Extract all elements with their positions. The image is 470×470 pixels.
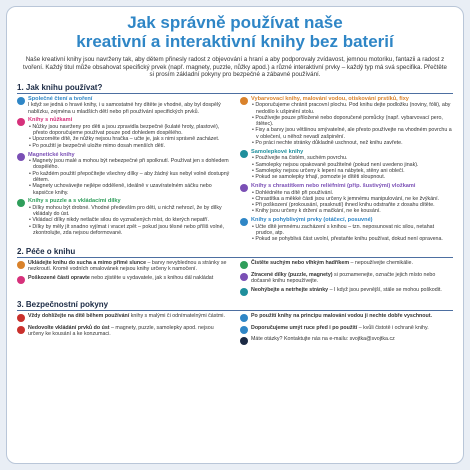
mail-icon [240,337,248,345]
item-emphasis: Ztracené dílky (puzzle, magnety) [251,271,333,278]
bullet-point: • Používejte na čistém, suchém povrchu. [251,155,453,161]
section-2-left-column [17,260,230,298]
list-item [17,275,230,284]
puzzle-icon [17,199,25,207]
item-detail: – magnety, puzzle, samolepky apod. nejsou určeny ke kousání a ke konzumaci. [28,324,214,338]
cloth-icon [240,261,248,269]
item-body [28,198,230,236]
list-item [17,152,230,196]
bullet-point: • Upozorněte dítě, že nůžky nejsou hračka – učte je, jak s nimi správně zacházet. [28,136,230,142]
item-detail: – kvůli čistotě i ochraně knihy. [357,324,429,331]
bullet-point: • Vkládací dílky nikdy netlačte silou do vyznačených míst, do kterých nepatří. [28,217,230,223]
bullet-point: • Magnety uchovávejte nejlépe odděleně, ideálně v uzavíratelném sáčku nebo kapsičce knihy. [28,183,230,196]
storage-icon [240,326,248,334]
section-1-left-column [17,96,230,245]
list-item [17,198,230,236]
section-3-left-column [17,313,230,348]
list-item [240,260,453,269]
section-1-right-column [240,96,453,245]
no-icon [17,326,25,334]
magnet-icon [17,153,25,161]
list-item [240,336,453,345]
bullet-point: • Dílky by měly jít snadno vyjímat i vracet zpět – pokud jsou těsné nebo příliš volné, zkontrolujte, zda nejsou deformované. [28,224,230,237]
title-line-2: kreativní a interaktivní knihy bez baterií [76,32,394,51]
bullet-point: • Magnety jsou malé a mohou být nebezpečné při spolknutí. Používat jen s dohledem dospělého. [28,158,230,171]
bullet-point: • Knihy jsou určeny k držení a mačkání, ne ke kousání. [251,208,453,214]
item-heading: Samolepkové knihy [251,148,304,155]
item-text [28,325,230,338]
bullet-point: • Dohlédněte na dítě při používání. [251,190,453,196]
book-icon [17,97,25,105]
item-text [251,336,453,345]
list-item [240,313,453,322]
list-item [240,287,453,296]
item-detail: knihy s malými či odnímatelnými částmi. [129,313,225,320]
list-item [240,96,453,147]
item-body [251,183,453,215]
sensory-icon [240,184,248,192]
section-2-right-column [240,260,453,298]
bullet-point: • Pokud se samolepky trhají, pomozte je dítěti sloupnout. [251,174,453,180]
list-item [240,149,453,181]
section-2-heading: 2. Péče o knihu [17,247,76,257]
list-item [240,217,453,242]
check-icon [17,314,25,322]
item-text [251,260,453,269]
item-body [28,152,230,196]
item-emphasis: Čistěte suchým nebo vlhkým hadříkem [251,260,350,267]
section-3-columns [7,313,463,348]
bullet-point: • Po každém použití přepočítejte všechny dílky – aby žádný kus nebyl volně dostupný dětem. [28,171,230,184]
missing-icon [240,273,248,281]
section-3-heading: 3. Bezpečnostní pokyny [17,300,109,310]
bullet-point: • Používejte pouze přiložené nebo doporučené pomůcky (např. vybarvovací pero, štětec). [251,115,453,128]
stamp-icon [240,97,248,105]
item-heading: Knihy s puzzle a s vkládacími dílky [28,198,121,205]
item-detail: – barvy nevyblednou a stránky se nezkroutí. Kromě vodních omalovánek nejsou knihy určeny k namočení. [28,260,227,273]
section-1-divider [17,93,453,94]
item-emphasis: Po použití knihy na principu malování vodou ji nechte dobře vyschnout. [251,313,432,320]
item-emphasis: Vždy dohlížejte na dítě během používání [28,313,130,320]
section-2-columns [7,260,463,298]
item-body [251,217,453,242]
item-heading: Vybarvovací knihy, malování vodou, otiskování prstíků, fixy [251,95,409,102]
item-emphasis: Ukládejte knihu do sucha a mimo přímé slunce [28,260,147,267]
no-bend-icon [240,288,248,296]
sticker-icon [240,150,248,158]
page-title [7,7,463,51]
item-heading: Magnetické knihy [28,151,75,158]
list-item [17,96,230,115]
section-3-divider [17,310,453,311]
bullet-point: • Po práci nechte stránky důkladně uschnout, než knihu zavřete. [251,140,453,146]
item-emphasis: Doporučujeme umýt ruce před i po použití [251,324,358,331]
bullet-point: • Pokud se pohyblivá část uvolní, přestaňte knihu používat, dokud není opravena. [251,236,453,242]
item-text [251,313,453,322]
item-heading: Knihy s pohyblivými prvky (otáčecí, posuvné) [251,217,373,224]
item-body [251,149,453,181]
item-detail: nebo zjistěte u vydavatele, jak s knihou dál nakládat [89,275,214,282]
item-text [251,325,453,334]
item-text [251,272,453,285]
bullet-point: • Po použití je bezpečně uložte mimo dosah menších dětí. [28,143,230,149]
mechanism-icon [240,218,248,226]
item-body [28,117,230,149]
item-emphasis: Neohýbejte a netrhejte stránky [251,286,329,293]
item-body [251,96,453,147]
item-emphasis: Nedovolte vkládání prvků do úst [28,324,110,331]
list-item [17,260,230,273]
bullet-point: • Dílky mohou být drobné. Vhodné především pro děti, u nichž nehrozí, že by dílky vkládaly do úst. [28,205,230,218]
item-heading: Knihy s nůžkami [28,117,73,124]
list-item [240,325,453,334]
bullet-point: • Učte dítě jemnému zacházení s knihou – tzn. neposunovat nic silou, netahat prudce, atp. [251,224,453,237]
section-1-heading: 1. Jak knihu používat? [17,82,103,92]
item-detail: Máte otázky? Kontaktujte nás na e-mailu: svojtka@svojtka.cz [251,336,395,343]
bullet-point: • Fixy a barvy jsou většinou smývatelné, ale přesto používejte na vhodném povrchu a v oblečení, u něhož nevadí zašpinění. [251,127,453,140]
bullet-point: • Doporučujeme chránit pracovní plochu. Pod knihu dejte podložku (noviny, fólii), aby nedošlo k ušpinění stolu. [251,102,453,115]
bullet-point: • Samolepky nejsou určeny k lepení na nábytek, stěny ani oblečí. [251,168,453,174]
document-page [6,6,464,464]
item-detail: – nepoužívejte chemikálie. [349,260,413,267]
item-text [28,260,230,273]
item-heading: Společné čtení a tvoření [28,95,93,102]
list-item [17,325,230,338]
intro-paragraph: Naše kreativní knihy jsou navrženy tak, aby dětem přinesly radost z objevování a hraní a aby podporovaly zvídavost, jemnou motoriku, fantazii a radost z tvoření. Každý titul může obsahovat specifický prvek (např. magnety, puzzle, nůžky apod.) a různé interaktivní prvky – každý typ má svá specifika. Přečtěte si prosím základní pokyny pro bezpečné a zábavné používání. [23,56,447,79]
title-line-1: Jak správně používat naše [127,13,343,32]
list-item [240,183,453,215]
item-detail: si poznamenejte, označte jejich místo nebo dočasně knihu nepoužívejte. [251,271,436,284]
item-text [28,313,230,322]
bullet-point: • Samolepky nejsou opakovaně použitelné (pokud není uvedeno jinak). [251,162,453,168]
item-text: I když se jedná o hravé knihy, i u samostatné hry dítěte je vhodné, aby byl dospělý nablízku, zejména u mladších dětí nebo při používání specifických prvků. [28,102,221,115]
item-emphasis: Poškozené části opravte [28,275,90,282]
bullet-point: • Nůžky jsou navrženy pro děti a jsou zpravidla bezpečné (kulaté hroty, plastové), přesto doporučujeme používat pouze pod dohledem dospělého. [28,124,230,137]
item-detail: – I když jsou pevnější, stále se mohou poškodit. [328,286,442,293]
list-item [240,272,453,285]
sun-icon [17,261,25,269]
list-item [17,313,230,322]
item-body [28,96,230,115]
list-item [17,117,230,149]
repair-icon [17,276,25,284]
section-2-divider [17,257,453,258]
section-1-columns [7,96,463,245]
water-icon [240,314,248,322]
bullet-point: • Chrastítka a měkké části jsou určeny k jemnému manipulování, ne ke žvýkání. [251,196,453,202]
bullet-point: • Při poškození (prokousání, prasknutí) ihned knihu odstraňte z dosahu dítěte. [251,202,453,208]
item-text [28,275,230,284]
item-heading: Knihy s chrastítkem nebo reliéfními (příp. šustivými) vložkami [251,183,416,190]
section-3-right-column [240,313,453,348]
scissors-icon [17,118,25,126]
item-text [251,287,453,296]
